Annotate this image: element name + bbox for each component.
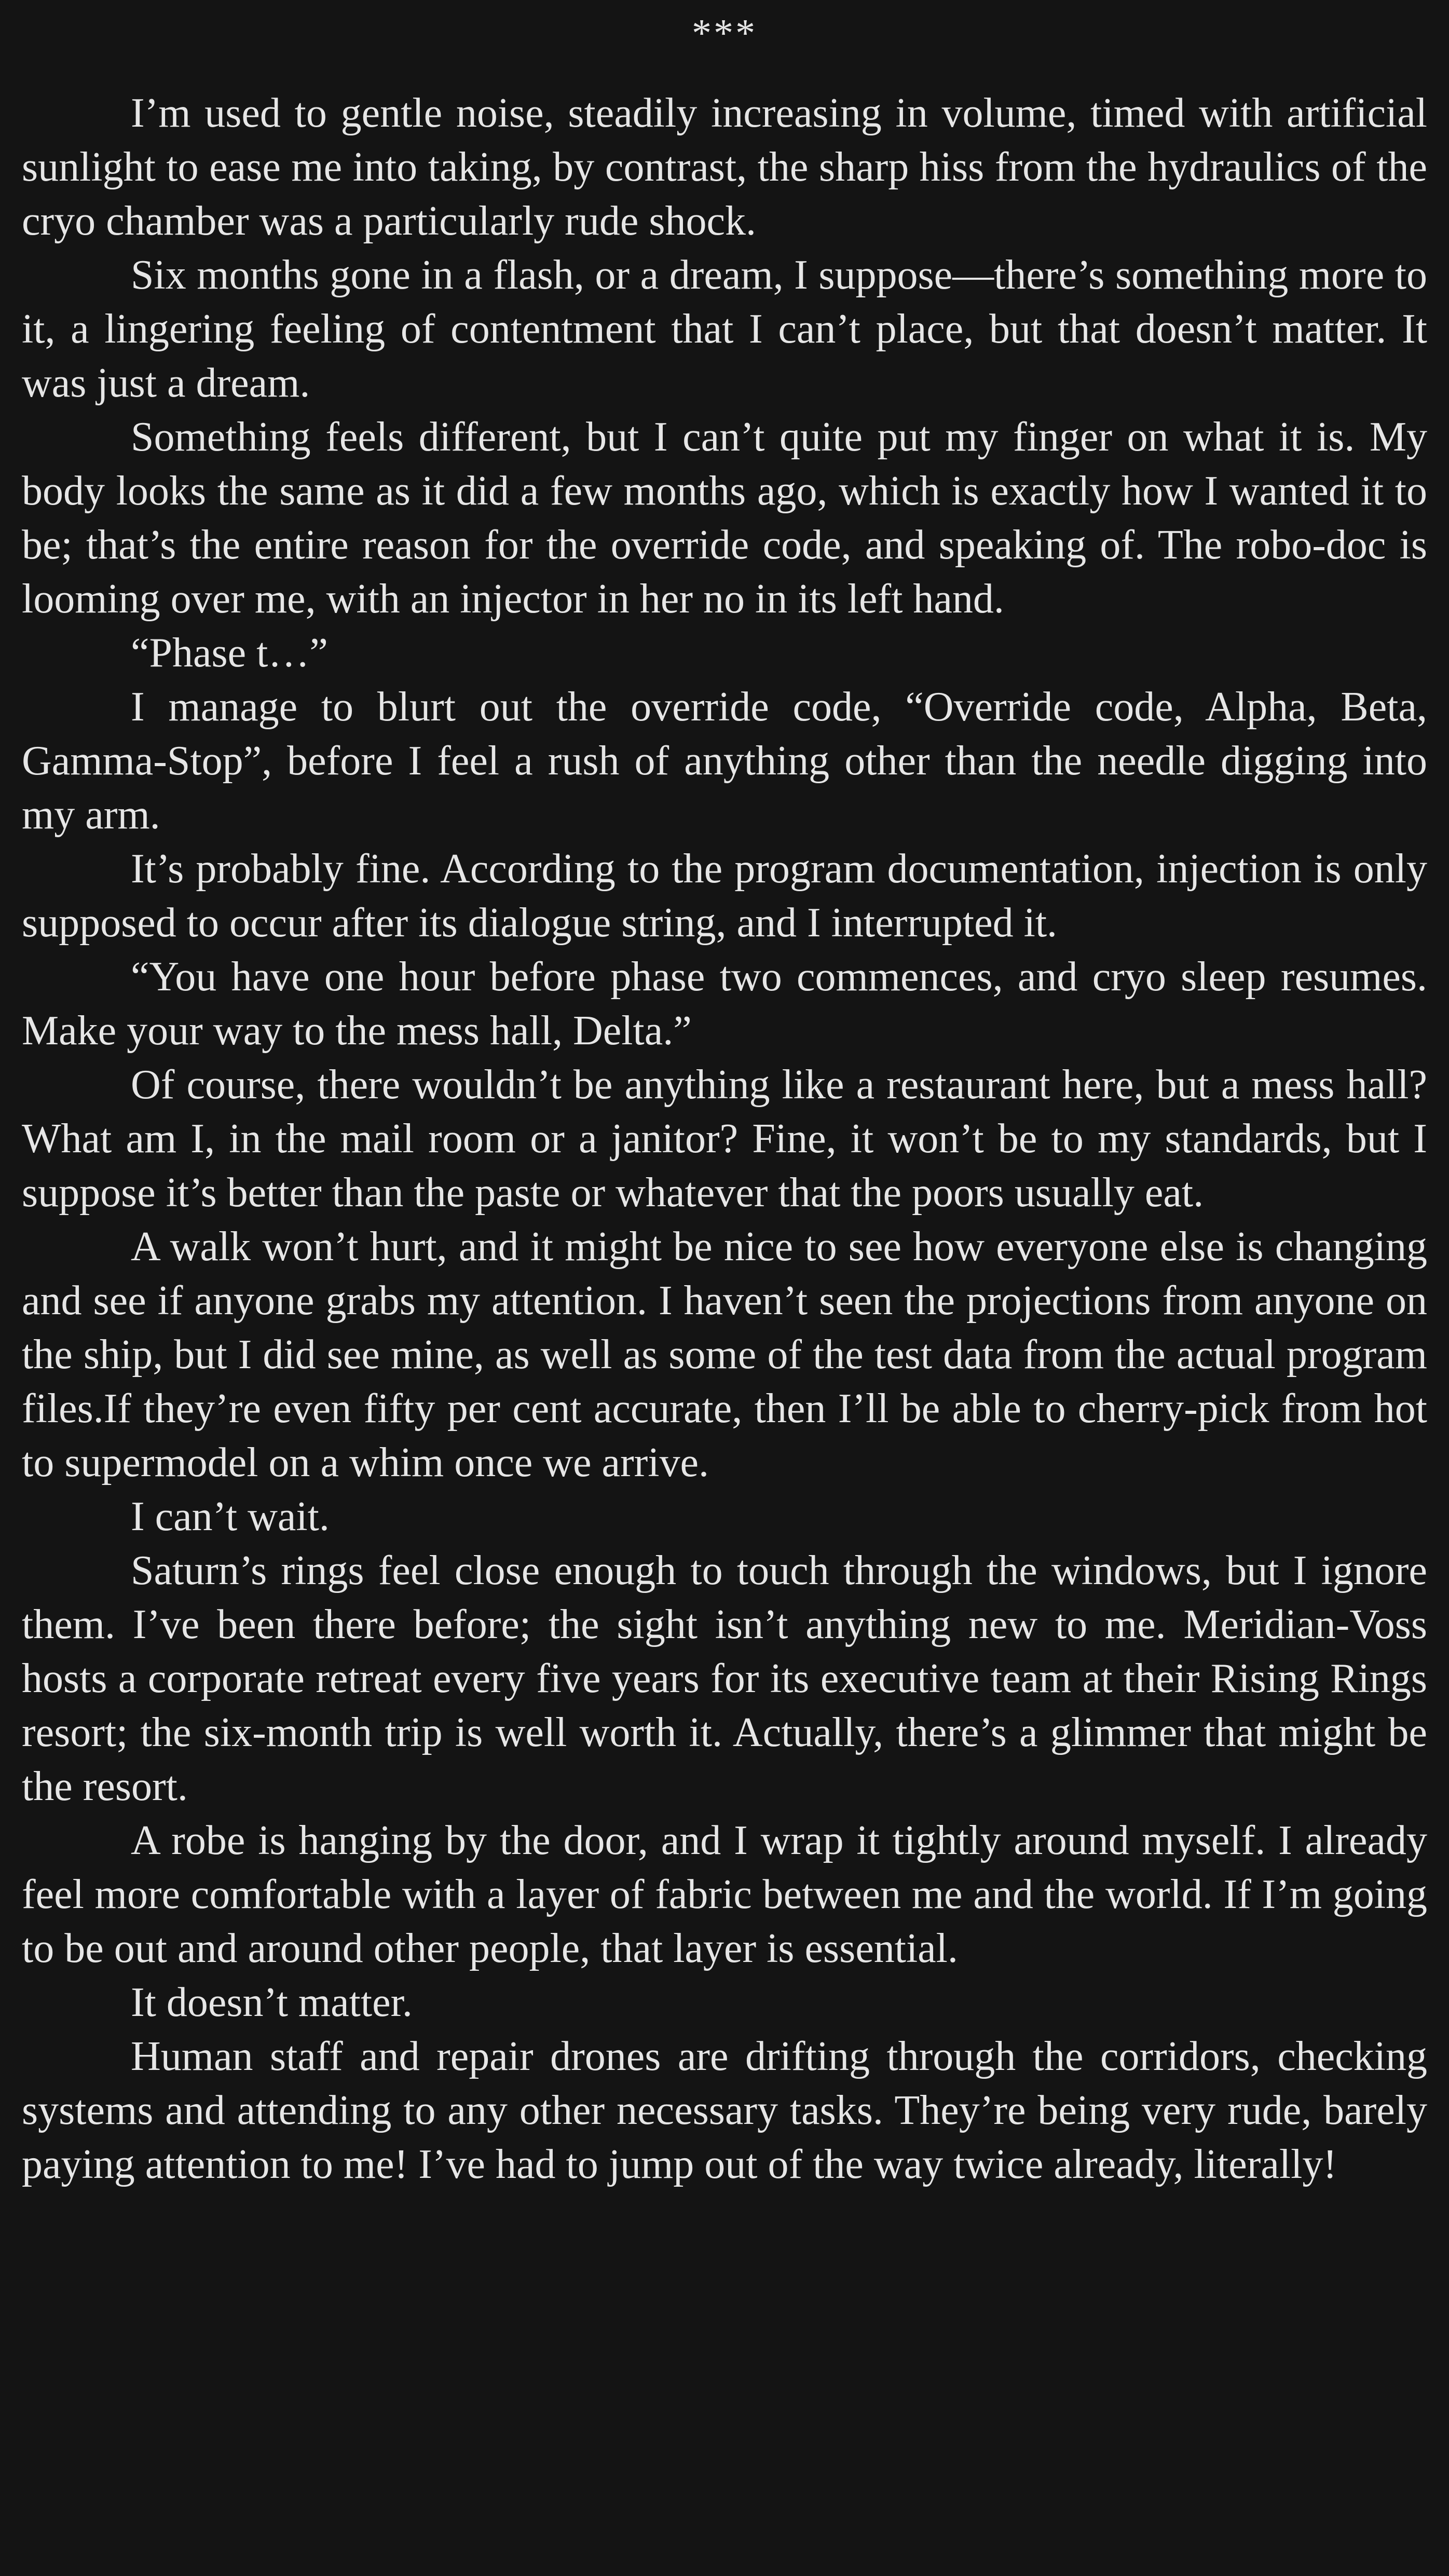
- paragraph: “You have one hour before phase two commences, and cryo sleep resumes. Make your way to the mess hall, Delta.”: [22, 954, 1427, 1054]
- paragraph: Human staff and repair drones are drifting through the corridors, checking systems and attending to any other necessary tasks. They’re being very rude, barely paying attention to me! I’ve had to jump out of the way twice already, literally!: [22, 2034, 1427, 2187]
- paragraph: I can’t wait.: [131, 1494, 330, 1539]
- paragraph: I manage to blurt out the override code, “Override code, Alpha, Beta, Gamma-Stop”, before I feel a rush of anything other than the needle digging into my arm.: [22, 684, 1427, 838]
- paragraph: Of course, there wouldn’t be anything like a restaurant here, but a mess hall? What am I, in the mail room or a janitor? Fine, it won’t be to my standards, but I suppose it’s better than the paste or whatever that the poors usually eat.: [22, 1062, 1427, 1216]
- paragraph: A walk won’t hurt, and it might be nice to see how everyone else is changing and see if anyone grabs my attention. I haven’t seen the projections from anyone on the ship, but I did see mine, as well as some of the test data from the actual program files.If they’re even fifty per cent accurate, then I’ll be able to cherry-pick from hot to supermodel on a whim once we arrive.: [22, 1224, 1427, 1485]
- paragraph: I’m used to gentle noise, steadily increasing in volume, timed with artificial sunlight to ease me into taking, by contrast, the sharp hiss from the hydraulics of the cryo chamber was a particularly rude shock.: [22, 90, 1427, 244]
- paragraph: It’s probably fine. According to the program documentation, injection is only supposed to occur after its dialogue string, and I interrupted it.: [22, 846, 1427, 946]
- paragraph: A robe is hanging by the door, and I wrap it tightly around myself. I already feel more comfortable with a layer of fabric between me and the world. If I’m going to be out and around other people, that layer is essential.: [22, 1818, 1427, 1971]
- reader-page: [22, 0, 1427, 2576]
- scene-break: ***: [692, 11, 757, 55]
- paragraph: Six months gone in a flash, or a dream, I suppose—there’s something more to it, a lingering feeling of contentment that I can’t place, but that doesn’t matter. It was just a dream.: [22, 252, 1427, 406]
- paragraph: It doesn’t matter.: [131, 1980, 413, 2025]
- paragraph: “Phase t…”: [131, 630, 328, 676]
- paragraph: Saturn’s rings feel close enough to touch through the windows, but I ignore them. I’ve been there before; the sight isn’t anything new to me. Meridian-Voss hosts a corporate retreat every five years for its executive team at their Rising Rings resort; the six-month trip is well worth it. Actually, there’s a glimmer that might be the resort.: [22, 1548, 1427, 1809]
- story-text: [22, 86, 1427, 2191]
- paragraph: Something feels different, but I can’t quite put my finger on what it is. My body looks the same as it did a few months ago, which is exactly how I wanted it to be; that’s the entire reason for the override code, and speaking of. The robo-doc is looming over me, with an injector in her no in its left hand.: [22, 414, 1427, 622]
